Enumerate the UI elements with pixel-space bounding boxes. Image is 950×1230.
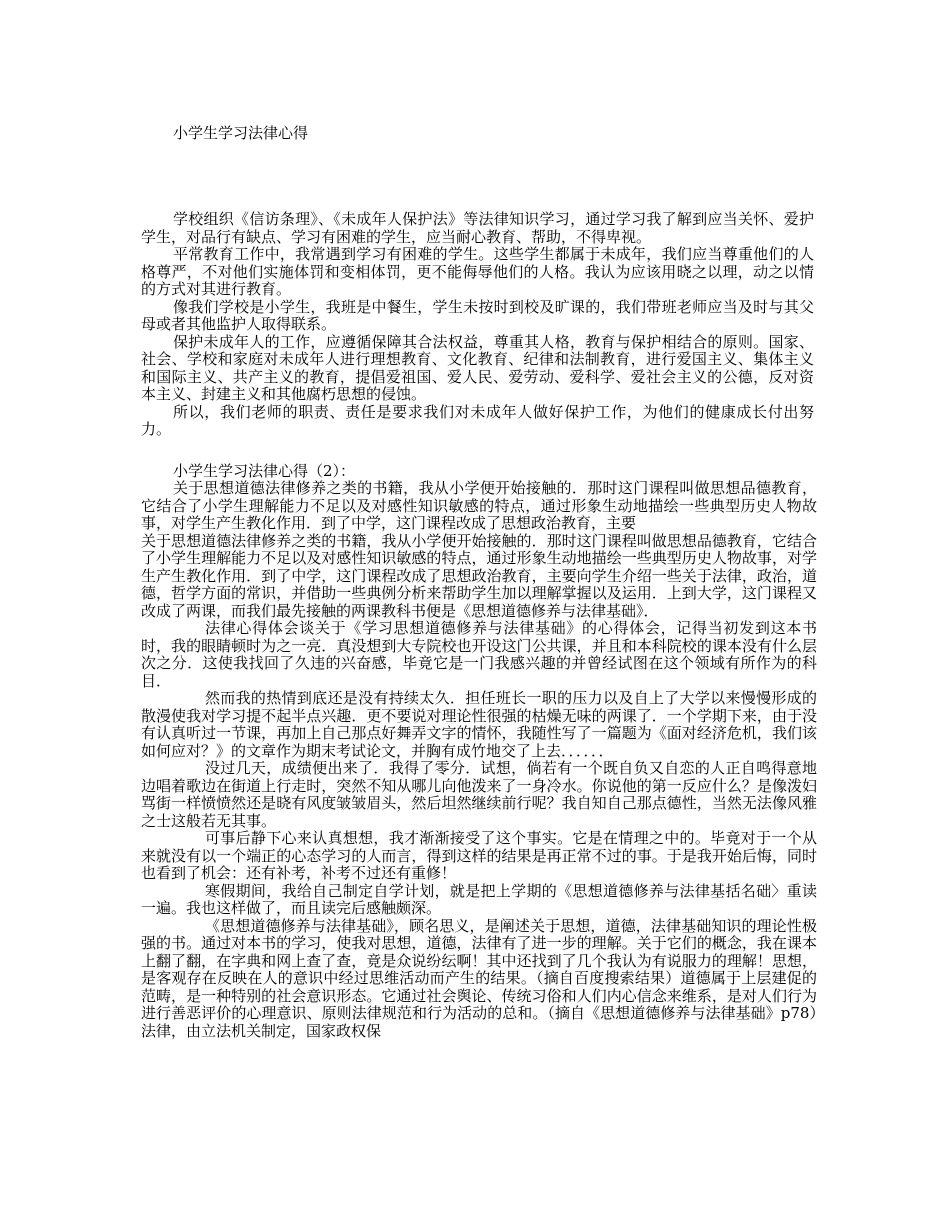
paragraph: 关于思想道德法律修养之类的书籍，我从小学便开始接触的．那时这门课程叫做思想品德教育，它结合了小学生理解能力不足以及对感性知识敏感的特点，通过形象生动地描绘一些典型历史人物故事，对学生产生教化作用．到了中学，这门课程改成了思想政治教育，主要向学生介绍一些关于法律，政治，道德，哲学方面的常识，并借助一些典例分析来帮助学生加以理解掌握以及运用．上到大学，这门课程又改成了两课，而我们最先接触的两课教科书便是《思想道德修养与法律基础》． <box>141 531 817 620</box>
paragraph: 所以，我们老师的职责、责任是要求我们对未成年人做好保护工作，为他们的健康成长付出努力。 <box>141 402 814 438</box>
paragraph: 保护未成年人的工作，应遵循保障其合法权益，尊重其人格，教育与保护相结合的原则。国家、社会、学校和家庭对未成年人进行理想教育、文化教育、纪律和法制教育，进行爱国主义、集体主义和国际主义、共产主义的教育，提倡爱祖国、爱人民、爱劳动、爱科学、爱社会主义的公德，反对资本主义、封建主义和其他腐朽思想的侵蚀。 <box>141 332 814 403</box>
paragraph: 法律心得体会谈关于《学习思想道德修养与法律基础》的心得体会，记得当初发到这本书时，我的眼睛顿时为之一亮．真没想到大专院校也开设这门公共课，并且和本科院校的课本没有什么层次之分．这使我找回了久违的兴奋感，毕竟它是一门我感兴趣的并曾经试图在这个领域有所作为的科目． <box>141 619 817 690</box>
paragraph: 关于思想道德法律修养之类的书籍，我从小学便开始接触的．那时这门课程叫做思想品德教育，它结合了小学生理解能力不足以及对感性知识敏感的特点，通过形象生动地描绘一些典型历史人物故事，对学生产生教化作用．到了中学，这门课程改成了思想政治教育，主要 <box>141 479 817 532</box>
paragraph: 平常教育工作中，我常遇到学习有困难的学生。这些学生都属于未成年，我们应当尊重他们的人格尊严，不对他们实施体罚和变相体罚，更不能侮辱他们的人格。我认为应该用晓之以理，动之以情的方式对其进行教育。 <box>141 245 814 298</box>
document-title: 小学生学习法律心得 <box>173 124 309 142</box>
section-2-title: 小学生学习法律心得（2）： <box>173 462 356 480</box>
section-1-body <box>141 211 814 439</box>
paragraph: 寒假期间，我给自己制定自学计划，就是把上学期的《思想道德修养与法律基括名础〉重读一遍。我也这样做了，而且读完后感触颇深。 <box>141 881 817 917</box>
paragraph: 像我们学校是小学生，我班是中餐生，学生未按时到校及旷课的，我们带班老师应当及时与其父母或者其他监护人取得联系。 <box>141 297 814 333</box>
paragraph: 学校组织《信访条理》、《未成年人保护法》等法律知识学习，通过学习我了解到应当关怀、爱护学生，对品行有缺点、学习有困难的学生，应当耐心教育、帮助，不得卑视。 <box>141 210 814 246</box>
section-2-body <box>141 480 817 1040</box>
paragraph: 然而我的热情到底还是没有持续太久．担任班长一职的压力以及自上了大学以来慢慢形成的散漫使我对学习提不起半点兴趣．更不要说对理论性很强的枯燥无味的两课了．一个学期下来，由于没有认真听过一节课，再加上自己那点好舞弄文字的情怀，我随性写了一篇题为《面对经济危机，我们该如何应对？》的文章作为期末考试论文，并胸有成竹地交了上去．．．．．． <box>141 689 817 760</box>
paragraph: 可事后静下心来认真想想，我才渐渐接受了这个事实。它是在情理之中的。毕竟对于一个从来就没有以一个端正的心态学习的人而言，得到这样的结果是再正常不过的事。于是我开始后悔，同时也看到了机会：还有补考，补考不过还有重修！ <box>141 829 817 882</box>
paragraph: 没过几天，成绩便出来了．我得了零分．试想，倘若有一个既自负又自恋的人正自鸣得意地边唱着歌边在街道上行走时，突然不知从哪儿向他泼来了一身冷水。你说他的第一反应什么？是像泼妇骂街一样愤愤然还是晓有风度皱皱眉头，然后坦然继续前行呢？我自知自己那点德性，当然无法像风雅之士这般若无其事。 <box>141 759 817 830</box>
paragraph: 《思想道德修养与法律基础》，顾名思义，是阐述关于思想，道德，法律基础知识的理论性极强的书。通过对本书的学习，使我对思想，道德，法律有了进一步的理解。关于它们的概念，我在课本上翻了翻，在字典和网上查了查，竟是众说纷纭啊！其中还找到了几个我认为有说服力的理解！思想，是客观存在反映在人的意识中经过思维活动而产生的结果。（摘自百度搜索结果）道德属于上层建促的范畴，是一种特别的社会意识形态。它通过社会舆论、传统习俗和人们内心信念来维系，是对人们行为进行善恶评价的心理意识、原则法律规范和行为活动的总和。（摘自《思想道德修养与法律基础》p78）法律，由立法机关制定，国家政权保 <box>141 916 817 1040</box>
